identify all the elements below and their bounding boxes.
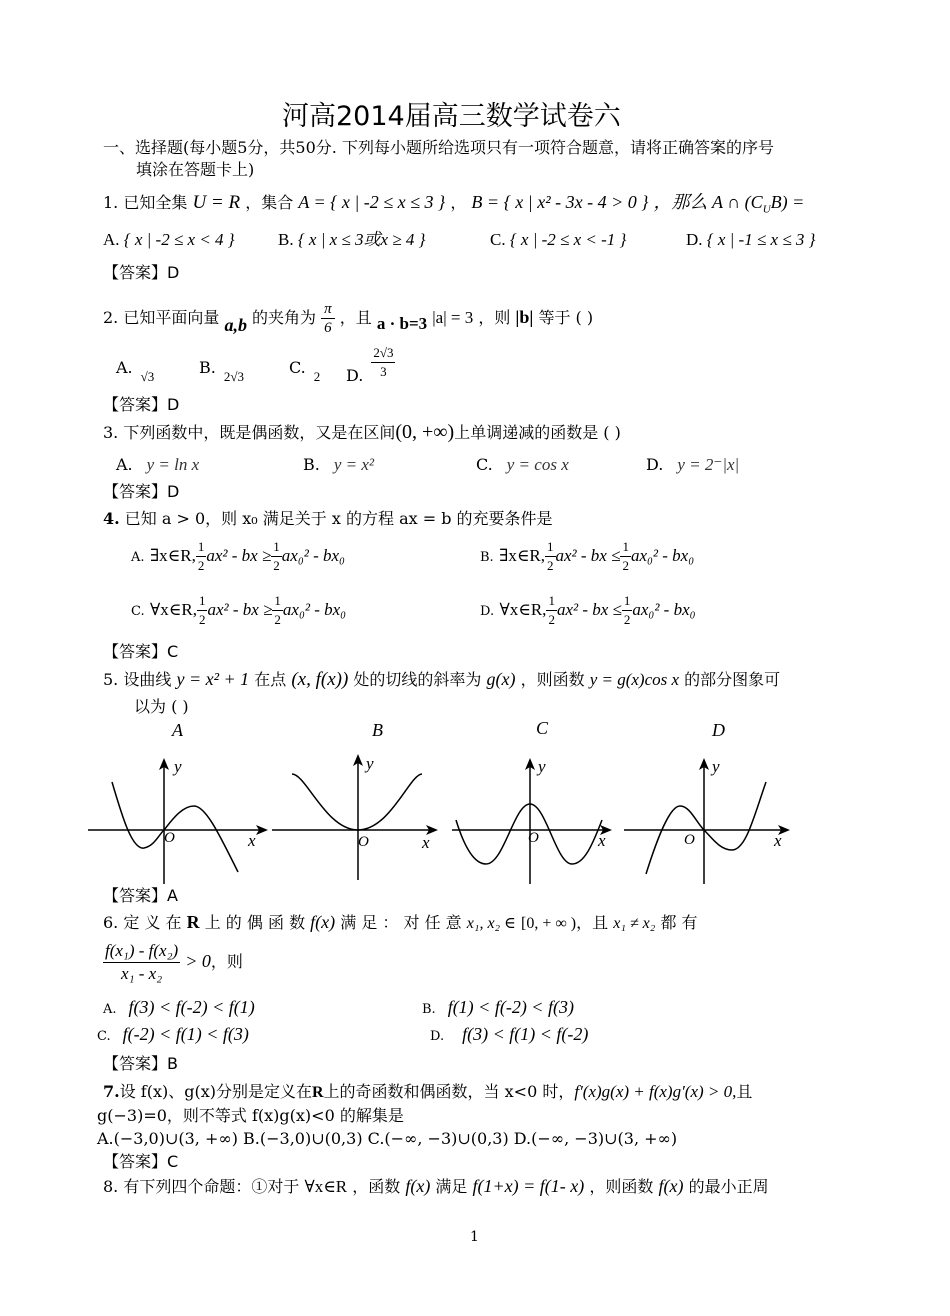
q2-angle-fraction: $\frac{\pi}{6}$ — [321, 300, 335, 337]
graph-b-y-label: y — [366, 754, 374, 773]
q1-answer: 【答案】D — [103, 263, 180, 282]
q6-option-d: D. f(3) < f(1) < f(-2) — [430, 1024, 589, 1044]
q6-neq: x₁ ≠ x₂ — [613, 915, 656, 932]
q6-vars: x₁, x₂ ∈ — [466, 915, 516, 932]
q3-option-d: D. y = 2⁻|x| — [646, 455, 740, 474]
q3-stem-text: 3. 下列函数中，既是偶函数，又是在区间 — [103, 423, 396, 442]
question-7-line1: 7.设 f(x)、g(x)分别是定义在R上的奇函数和偶函数，当 x<0 时，f′(x)g(x) + f(x)g′(x) > 0,且 — [103, 1082, 753, 1101]
q4-option-d: D. ∀x∈R, $\frac{1}{2}$ ax² - bx ≤ $\frac{1}{2}$ ax₀² - bx₀ — [480, 593, 696, 627]
q5-line2: 以为 ( ) — [134, 697, 189, 716]
q6-end: 都 有 — [660, 913, 698, 932]
question-3-stem — [103, 422, 621, 443]
q5-mid1: 在点 — [254, 670, 287, 689]
q2-end: 等于 ( ) — [538, 308, 594, 327]
q1-universal-set: U = R — [192, 192, 241, 213]
q1-stem-text: 1. 已知全集 — [103, 193, 188, 212]
graph-b-x-label: x — [422, 833, 430, 852]
q3-interval: (0, +∞) — [395, 421, 455, 443]
graph-d-origin: O — [684, 832, 695, 848]
q6-option-b: B. f(1) < f(-2) < f(3) — [422, 997, 574, 1017]
q5-point: (x, f(x)) — [291, 669, 349, 690]
q6-mid1: 上 的 偶 函 数 — [204, 913, 306, 932]
q4-number: 4. — [103, 509, 120, 528]
graph-c-y-label: y — [538, 757, 546, 776]
q2-mod-b: |b| — [515, 307, 534, 327]
q4-stem-text: 已知 a > 0，则 x₀ 满足关于 x 的方程 ax = b 的充要条件是 — [124, 509, 553, 528]
graph-b-origin: O — [358, 834, 369, 850]
q2-dot-product: a · b=3 — [376, 314, 428, 333]
graph-a-y-label: y — [174, 757, 182, 776]
question-8-stem: 8. 有下列四个命题：①对于 ∀x∈R ，函数 f(x) 满足 f(1+x) = f(1- x) ，则函数 f(x) 的最小正周 — [103, 1176, 769, 1196]
graph-c-origin: O — [528, 830, 539, 846]
question-5-stem — [103, 669, 780, 690]
q5-mid2: 处的切线的斜率为 — [353, 670, 482, 689]
q1-end: ，那么 A ∩ $(C_UB)$ = — [653, 192, 805, 216]
q2-option-b: B. $_{2√3}$ — [199, 358, 244, 384]
q2-vectors: a,b — [224, 315, 247, 335]
q2-mid1: 的夹角为 — [252, 308, 317, 327]
q6-option-c: C. f(-2) < f(1) < f(3) — [97, 1024, 249, 1044]
graph-c — [450, 756, 616, 886]
q1-comma: ， — [450, 193, 467, 212]
question-7-line2: g(−3)=0，则不等式 f(x)g(x)<0 的解集是 — [97, 1106, 404, 1125]
q5-func: y = g(x)cos x — [589, 670, 680, 689]
q1-set-a: A = { x | -2 ≤ x ≤ 3 } — [298, 192, 446, 212]
q2-mid2: ，且 — [339, 308, 372, 327]
q5-g: g(x) — [486, 669, 516, 689]
q3-answer: 【答案】D — [103, 482, 180, 501]
q6-condition: $\frac{\text{f(x₁) - f(x₂)}}{\text{x₁ - x₂}}$ > 0，则 — [105, 941, 243, 983]
q5-answer: 【答案】A — [103, 886, 178, 905]
q6-range: [0, + ∞ )，且 — [521, 915, 609, 932]
question-4-stem — [103, 509, 553, 529]
q6-R: R — [186, 912, 200, 932]
question-7-options: A.(−3,0)∪(3, +∞) B.(−3,0)∪(0,3) C.(−∞, −3)∪(0,3) D.(−∞, −3)∪(3, +∞) — [97, 1129, 678, 1148]
q2-option-d: D. $\frac{2√3}{3}$ — [346, 345, 394, 385]
q3-option-c: C. y = cos x — [476, 455, 569, 474]
question-2-stem — [103, 300, 593, 337]
q4-answer: 【答案】C — [103, 642, 179, 661]
q5-curve: y = x² + 1 — [176, 669, 250, 689]
q1-option-a: A. { x | -2 ≤ x < 4 } — [103, 230, 235, 249]
q3-end: 上单调递减的函数是 ( ) — [454, 423, 621, 442]
page-number: 1 — [470, 1229, 479, 1245]
graph-b-label: B — [372, 720, 383, 740]
q6-stem-text: 6. 定 义 在 — [103, 913, 182, 932]
q4-option-c: C. ∀x∈R, $\frac{1}{2}$ ax² - bx ≥ $\frac{1}{2}$ ax₀² - bx₀ — [131, 593, 347, 627]
graph-d-label: D — [712, 720, 725, 740]
q1-set-b: B = { x | x² - 3x - 4 > 0 } — [471, 192, 649, 212]
graph-c-label: C — [536, 718, 549, 738]
graph-a-label: A — [172, 720, 183, 740]
q7-answer: 【答案】C — [103, 1152, 179, 1171]
q5-stem-text: 5. 设曲线 — [103, 670, 172, 689]
q2-mid3: ，则 — [478, 308, 511, 327]
q4-option-b: B. ∃x∈R, $\frac{1}{2}$ ax² - bx ≤ $\frac{1}{2}$ ax₀² - bx₀ — [480, 539, 695, 573]
graph-b — [270, 752, 442, 882]
q1-option-d: D. { x | -1 ≤ x ≤ 3 } — [686, 230, 816, 249]
q1-option-c: C. { x | -2 ≤ x < -1 } — [490, 230, 627, 249]
question-1-stem — [103, 192, 804, 220]
q1-option-b: B. { x | x ≤ 3或x ≥ 4 } — [278, 230, 426, 249]
section-heading-line2: 填涂在答题卡上) — [136, 160, 255, 179]
q6-option-a: A. f(3) < f(-2) < f(1) — [103, 997, 255, 1017]
q2-option-a: A. $_{√3}$ — [116, 358, 155, 384]
q6-f: f(x) — [310, 912, 336, 932]
question-6-stem — [103, 912, 698, 934]
q6-answer: 【答案】B — [103, 1054, 178, 1073]
q6-mid2: 满 足 ： 对 任 意 — [340, 913, 462, 932]
q2-answer: 【答案】D — [103, 395, 180, 414]
q5-mid3: ，则函数 — [520, 670, 585, 689]
q2-mod-a: |a| = 3 — [432, 308, 474, 327]
paper-title: 河高2014届高三数学试卷六 — [282, 101, 621, 132]
q2-option-c: C. $_2$ — [289, 358, 321, 384]
graph-a — [86, 756, 272, 886]
q3-option-a: A. y = ln x — [116, 455, 200, 474]
graph-d — [622, 756, 794, 886]
graph-c-x-label: x — [598, 831, 606, 850]
section-heading-line1: 一、选择题(每小题5分，共50分. 下列每小题所给选项只有一项符合题意，请将正确答案的序号 — [103, 138, 774, 157]
q1-mid: ，集合 — [245, 193, 294, 212]
graph-d-y-label: y — [712, 757, 720, 776]
q4-option-a: A. ∃x∈R, $\frac{1}{2}$ ax² - bx ≥ $\frac{1}{2}$ ax₀² - bx₀ — [131, 539, 345, 573]
graph-a-origin: O — [164, 830, 175, 846]
graph-a-x-label: x — [248, 831, 256, 850]
q2-stem-text: 2. 已知平面向量 — [103, 308, 220, 327]
graph-d-x-label: x — [774, 831, 782, 850]
q3-option-b: B. y = x² — [303, 455, 375, 474]
q5-end: 的部分图象可 — [684, 670, 781, 689]
